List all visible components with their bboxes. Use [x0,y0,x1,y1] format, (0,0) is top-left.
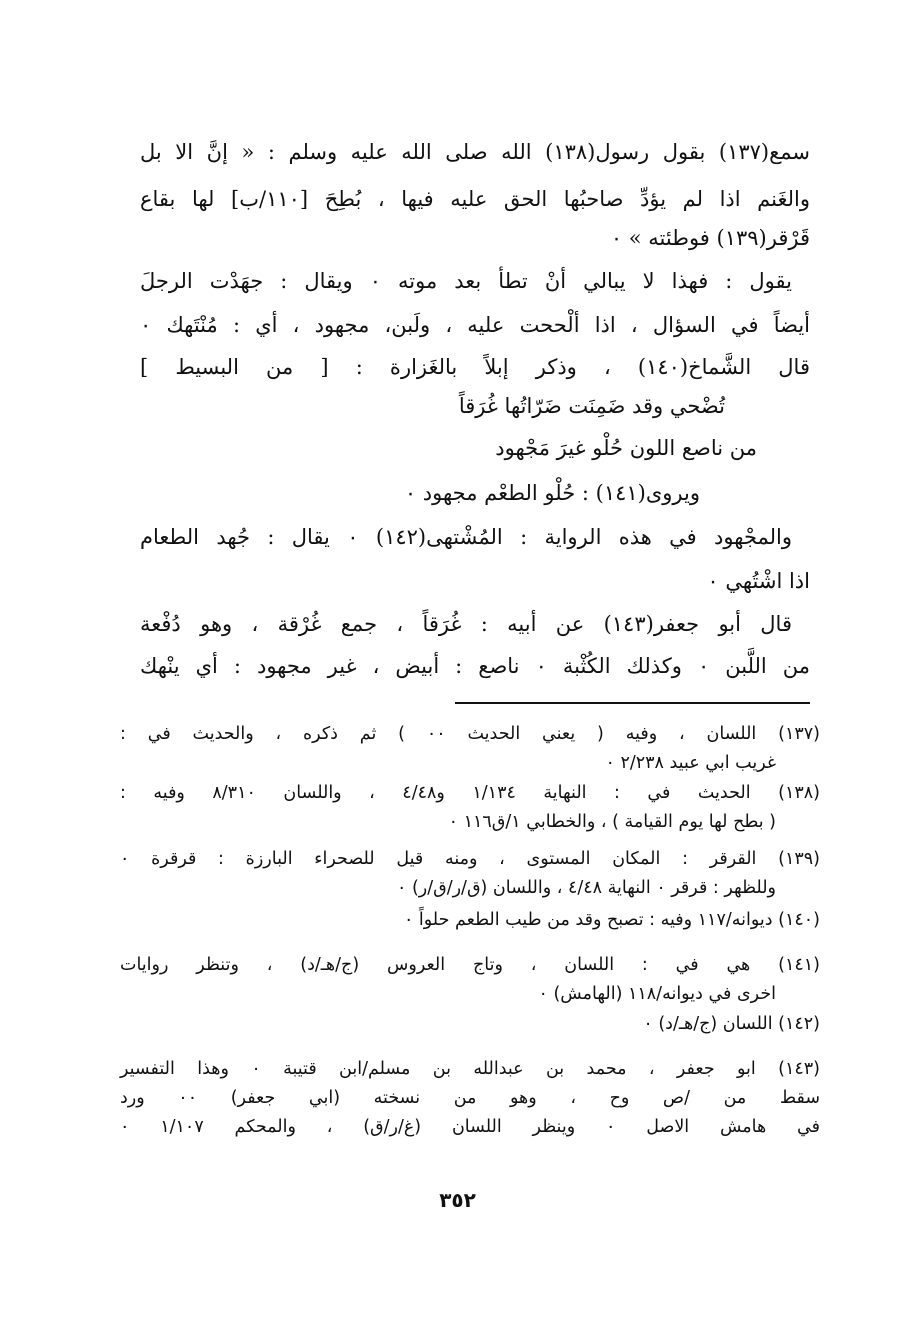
footnote-line: في هامش الاصل ٠ وينظر اللسان (غ/ر/ق) ، والمحكم ١/١٠٧ ٠ [120,1117,820,1137]
footnote-line: سقط من /ص وح ، وهو من نسخته (ابي جعفر) ٠٠ ورد [120,1088,820,1108]
footnote-line: وللظهر : قرقر ٠ النهاية ٤/٤٨ ، واللسان (ق/ر/ق/ر) ٠ [396,878,776,898]
footnote-line: غريب ابي عبيد ٢/٢٣٨ ٠ [605,753,776,773]
footnote-line: (١٤١) هي في : اللسان ، وتاج العروس (ج/هـ/د) ، وتنظر روايات [120,955,820,975]
footnote-line: (١٤٠) ديوانه/١١٧ وفيه : تصبح وقد من طيب الطعم حلواً ٠ [403,910,820,930]
text-line: والمجْهود في هذه الرواية : المُشْتهى‏(١٤٢)‏ ٠ يقال : جُهد الطعام [140,525,793,549]
text-line: قال أبو جعفر‏(١٤٣)‏ عن أبيه : غُرَقاً ، جمع غُرْقة ، وهو دُفْعة [140,612,792,636]
text-line: أيضاً في السؤال ، اذا ألْححت عليه ، ولَبن، مجهود ، أي : مُنْتَهك ٠ [140,313,810,337]
footnote-139 [120,845,820,903]
footnote-141 [120,951,820,1009]
footnote-line: اخرى في ديوانه/١١٨ (الهامش) ٠ [538,984,776,1004]
text-line: من اللَّبن ٠ وكذلك الكُثْبة ٠ ناصع : أبيض ، غير مجهود : أي ينْهك [140,654,811,678]
text-line: قال الشَّماخ‏(١٤٠)‏ ، وذكر إبلاً بالغَزارة : [ من البسيط ] [140,355,810,379]
footnote-line: (١٣٨) الحديث في : النهاية ١/١٣٤ و٤/٤٨ ، واللسان ٨/٣١٠ وفيه : [120,783,820,803]
footnote-line: ( بطح لها يوم القيامة ) ، والخطابي ١/ق١١٦ ٠ [448,812,776,832]
footnote-142 [120,1010,820,1039]
footnote-143 [120,1055,820,1142]
text-line: اذا اشْتُهي ٠ [707,569,810,593]
footnote-line: (١٤٢) اللسان (ج/هـ/د) ٠ [643,1014,820,1034]
text-line: قَرْقر‏(١٣٩)‏ فوطئته » ٠ [610,226,810,250]
text-line: سمع‏(١٣٧)‏ بقول رسول‏(١٣٨)‏ الله صلى الله عليه وسلم : « إنَّ الا بل [140,140,811,164]
footnote-137 [120,720,820,778]
verse-hemistich-1: تُضْحي وقد ضَمِنَت ضَرّاتُها غُرَقاً [458,394,725,418]
footnote-140 [120,906,820,935]
verse-hemistich-2: من ناصع اللون حُلْو غيرَ مَجْهود [495,436,757,460]
text-line: ويروى‏(١٤١)‏ : حُلْو الطعْم مجهود ٠ [404,481,700,505]
page-number: ٣٥٢ [439,1188,476,1212]
footnote-separator [455,702,810,704]
footnote-138 [120,779,820,837]
text-line: يقول : فهذا لا يبالي أنْ تطأ بعد موته ٠ ويقال : جهَدْت الرجلَ [140,269,792,293]
text-line: والغَنم اذا لم يؤدِّ صاحبُها الحق عليه فيها ، بُطِحَ [١١٠/ب] لها بقاع [140,187,811,211]
footnote-line: (١٤٣) ابو جعفر ، محمد بن عبدالله بن مسلم/ابن قتيبة ٠ وهذا التفسير [120,1059,820,1079]
footnote-line: (١٣٩) القرقر : المكان المستوى ، ومنه قيل للصحراء البارزة : قرقرة ٠ [120,849,820,869]
footnote-line: (١٣٧) اللسان ، وفيه ( يعني الحديث ٠٠ ) ثم ذكره ، والحديث في : [120,724,820,744]
